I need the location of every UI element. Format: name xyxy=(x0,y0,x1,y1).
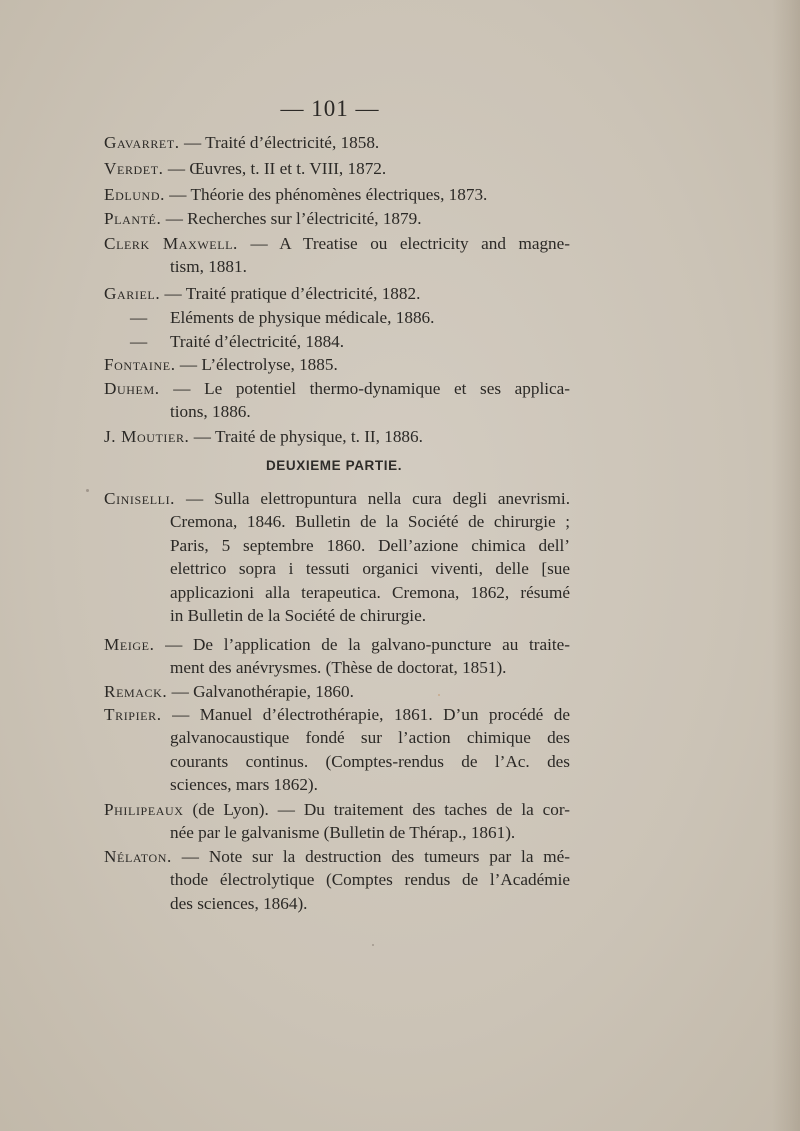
entry-author: Clerk Maxwell. xyxy=(104,234,238,253)
bibliography-entry xyxy=(104,425,570,448)
entry-author: Remack. xyxy=(104,682,168,701)
entry-author: Tripier. xyxy=(104,705,162,724)
entry-text: elettrico sopra i tessuti organici viventi, delle [sue xyxy=(170,559,570,579)
entry-text: — Sulla elettropuntura nella cura degli anevrismi. xyxy=(186,489,570,508)
entry-author: Planté. xyxy=(104,209,162,228)
bibliography-entry xyxy=(104,845,570,915)
entry-text: — Manuel d’électrothérapie, 1861. D’un procédé de xyxy=(172,705,571,724)
entry-text: Cremona, 1846. Bulletin de la Société de chirurgie ; xyxy=(170,512,570,532)
entry-author: Ciniselli. xyxy=(104,489,176,508)
entry-text: née par le galvanisme (Bulletin de Thérap., 1861). xyxy=(170,823,516,843)
paper-speck xyxy=(86,489,89,492)
entry-author: Nélaton. xyxy=(104,847,172,866)
entry-text: Traité d’électricité, 1884. xyxy=(170,332,345,351)
entry-author: Meige. xyxy=(104,635,155,654)
ditto-dash: — xyxy=(130,308,148,327)
paper-speck xyxy=(438,694,440,696)
entry-text: courants continus. (Comptes-rendus de l’Ac. des xyxy=(170,751,570,771)
bibliography-entry xyxy=(104,282,570,305)
bibliography-entry xyxy=(104,183,570,206)
bibliography-subentry xyxy=(130,330,344,353)
entry-author: Fontaine. xyxy=(104,355,176,374)
bibliography-entry xyxy=(104,633,570,680)
bibliography-entry xyxy=(104,377,570,424)
bibliography-entry xyxy=(104,131,570,154)
entry-text: galvanocaustique fondé sur l’action chimique des xyxy=(170,728,570,748)
entry-text: Eléments de physique médicale, 1886. xyxy=(170,308,435,327)
entry-author: Philipeaux xyxy=(104,800,184,819)
entry-author: Gavarret. xyxy=(104,133,180,152)
entry-text: — Théorie des phénomènes électriques, 1873. xyxy=(169,185,488,204)
entry-text: — Traité de physique, t. II, 1886. xyxy=(193,427,423,446)
ditto-dash: — xyxy=(130,332,148,351)
entry-author: Edlund. xyxy=(104,185,165,204)
bibliography-entry xyxy=(104,157,570,180)
entry-text: — L’électrolyse, 1885. xyxy=(179,355,338,374)
entry-text: in Bulletin de la Société de chirurgie. xyxy=(170,606,426,626)
entry-text: — Le potentiel thermo-dynamique et ses applica- xyxy=(173,379,570,398)
entry-author: Duhem. xyxy=(104,379,160,398)
entry-text: — Œuvres, t. II et t. VIII, 1872. xyxy=(167,159,387,178)
entry-text: (de Lyon). — Du traitement des taches de la cor- xyxy=(192,800,570,819)
bibliography-entry xyxy=(104,353,570,376)
paper-speck xyxy=(372,944,374,946)
bibliography-entry xyxy=(104,798,570,845)
entry-text: — Traité pratique d’électricité, 1882. xyxy=(164,284,421,303)
page-number: — 101 — xyxy=(280,96,380,121)
entry-text: des sciences, 1864). xyxy=(170,893,308,913)
entry-author: Verdet. xyxy=(104,159,164,178)
entry-text: Paris, 5 septembre 1860. Dell’azione chimica dell’ xyxy=(170,535,570,555)
bibliography-subentry xyxy=(130,306,434,329)
entry-text: applicazioni alla terapeutica. Cremona, 1862, résumé xyxy=(170,582,570,602)
entry-text: tions, 1886. xyxy=(170,402,251,422)
entry-author: Gariel. xyxy=(104,284,161,303)
entry-text: — A Treatise ou electricity and magne- xyxy=(250,234,571,253)
entry-text: thode électrolytique (Comptes rendus de l’Académie xyxy=(170,870,570,890)
entry-text: — Traité d’électricité, 1858. xyxy=(183,133,380,152)
entry-text: — Recherches sur l’électricité, 1879. xyxy=(165,209,422,228)
bibliography-entry xyxy=(104,703,570,797)
entry-author: J. Moutier. xyxy=(104,427,190,446)
entry-text: ment des anévrysmes. (Thèse de doctorat, 1851). xyxy=(170,658,507,678)
section-heading: DEUXIEME PARTIE. xyxy=(265,458,403,473)
bibliography-entry xyxy=(104,487,570,627)
entry-text: — De l’application de la galvano-puncture au traite- xyxy=(165,635,570,654)
entry-text: — Note sur la destruction des tumeurs par la mé- xyxy=(181,847,571,866)
entry-text: — Galvanothérapie, 1860. xyxy=(171,682,354,701)
entry-text: sciences, mars 1862). xyxy=(170,775,318,795)
bibliography-entry xyxy=(104,207,570,230)
entry-text: tism, 1881. xyxy=(170,257,247,277)
bibliography-entry xyxy=(104,680,570,703)
page-edge-shadow xyxy=(772,0,800,1131)
bibliography-entry xyxy=(104,232,570,279)
